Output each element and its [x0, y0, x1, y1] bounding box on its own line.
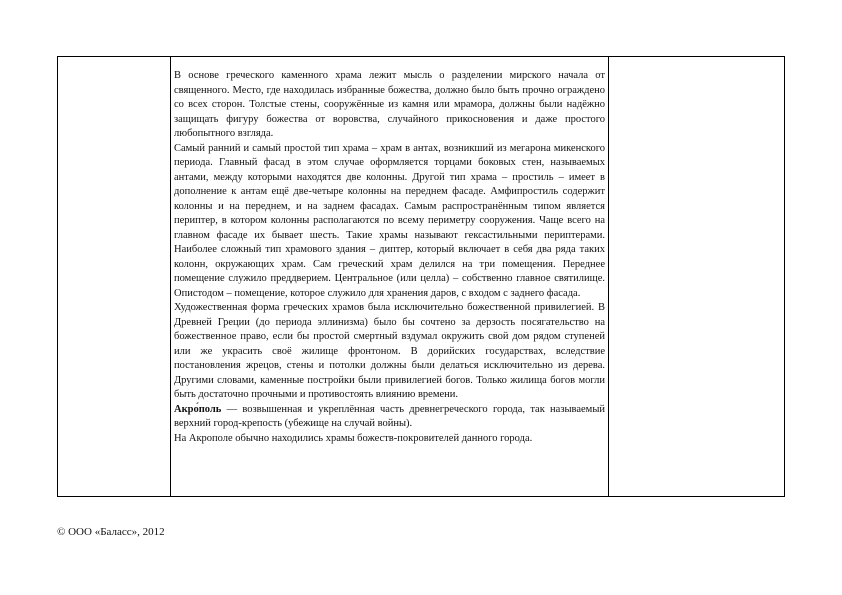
paragraph-acropolis-temples: На Акрополе обычно находились храмы божеств-покровителей данного города.: [174, 432, 533, 444]
paragraph-artistic-form: Художественная форма греческих храмов была исключительно божественной привилегией. В Древней Греции (до периода эллинизма) было бы сочтено за дерзость посягательство на божественное право, если бы простой смертный вздумал окружить свой дом рядом ступеней или же украсить своё жилище фронтоном. В дорийских государствах, вследствие постановления жрецов, стены и потолки должны были делаться исключительно из дерева. Другими словами, каменные постройки были привилегией богов. Только жилища богов могли быть достаточно прочными и противостоять влиянию времени.: [174, 302, 605, 400]
left-cell: [58, 57, 171, 497]
acropolis-term: Акро́поль: [174, 403, 222, 415]
content-table: [57, 56, 785, 497]
acropolis-definition: — возвышенная и укреплённая часть древнегреческого города, так называемый верхний город-крепость (убежище на случай войны).: [174, 403, 605, 429]
text-cell: [171, 57, 609, 497]
paragraph-temple-types: Самый ранний и самый простой тип храма – храм в антах, возникший из мегарона микенского периода. Главный фасад в этом случае оформляется торцами боковых стен, называемых антами, между которыми находятся две колонны. Другой тип храма – простиль – имеет в дополнение к антам ещё две-четыре колонны на переднем фасаде. Амфипростиль содержит колонны и на переднем, и на заднем фасадах. Самым распространённым типом является периптер, в котором колонны располагаются по всему периметру сооружения. Чаще всего на главном фасаде их бывает шесть. Такие храмы называют гексастильными периптерами. Наиболее сложный тип храмового здания – диптер, который включает в себя два ряда таких колонн, окружающих храм. Сам греческий храм делился на три помещения. Переднее помещение служило преддверием. Центральное (или целла) – собственно главное святилище. Опистодом – помещение, которое служило для хранения даров, с входом с заднего фасада.: [174, 142, 605, 299]
paragraph-temple-idea: В основе греческого каменного храма лежит мысль о разделении мирского начала от священного. Место, где находилась избранные божества, должно было быть прочно ограждено со всех сторон. Толстые стены, сооружённые из камня или мрамора, должны были надёжно защищать фигуру божества от воровства, случайного прикосновения и даже простого любопытного взгляда.: [174, 70, 605, 139]
paragraph-acropolis: [174, 403, 605, 432]
copyright-footer: © ООО «Баласс», 2012: [57, 526, 165, 538]
text-body: [171, 57, 608, 446]
right-cell: [609, 57, 785, 497]
